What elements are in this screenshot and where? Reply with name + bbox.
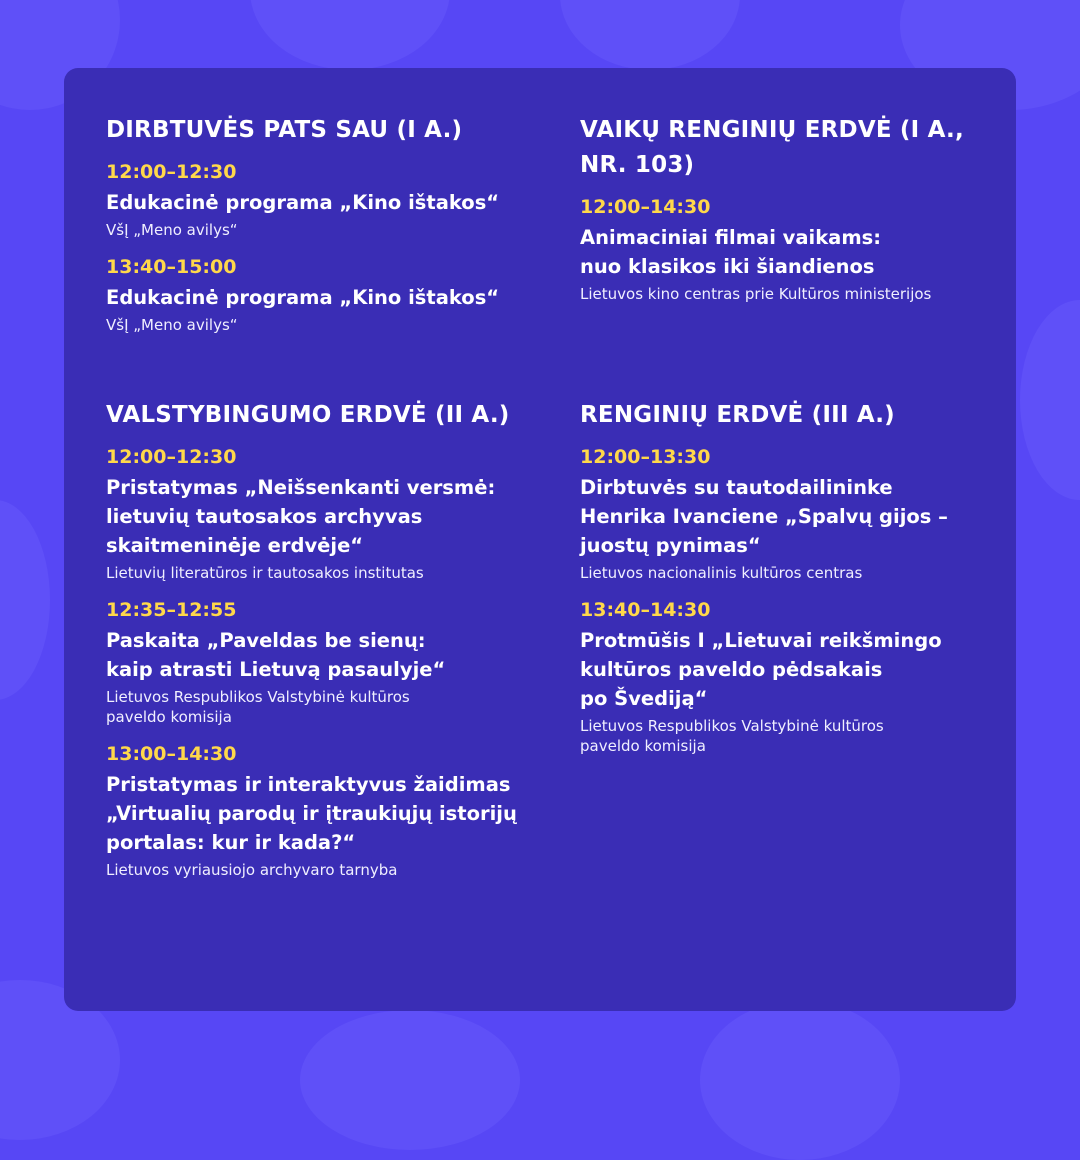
section-dirbtuves: [106, 113, 536, 349]
section-title: RENGINIŲ ERDVĖ (III A.): [580, 402, 895, 428]
event-organizer: VšĮ „Meno avilys“: [106, 316, 238, 334]
event-item: [580, 194, 1010, 304]
event-organizer: Lietuvos vyriausiojo archyvaro tarnyba: [106, 861, 398, 879]
event-title: Dirbtuvės su tautodailininke Henrika Ivanciene „Spalvų gijos – juostų pynimas“: [580, 476, 948, 557]
event-organizer: Lietuvos nacionalinis kultūros centras: [580, 564, 863, 582]
event-title: Animaciniai filmai vaikams: nuo klasikos iki šiandienos: [580, 226, 882, 278]
section-renginiu: [580, 398, 1010, 770]
schedule-panel: [64, 68, 1016, 1011]
event-organizer: Lietuvos kino centras prie Kultūros ministerijos: [580, 285, 932, 303]
event-time: 12:00–14:30: [580, 196, 711, 218]
event-title: Pristatymas ir interaktyvus žaidimas „Virtualių parodų ir įtraukiųjų istorijų portalas: kur ir kada?“: [106, 773, 517, 854]
event-organizer: Lietuvos Respublikos Valstybinė kultūros paveldo komisija: [106, 688, 410, 726]
section-vaiku: [580, 113, 1010, 318]
event-time: 13:40–15:00: [106, 256, 237, 278]
event-item: [580, 597, 1010, 756]
event-title: Protmūšis I „Lietuvai reikšmingo kultūros paveldo pėdsakais po Švediją“: [580, 629, 942, 710]
event-item: [106, 159, 536, 240]
section-valstybingumo: [106, 398, 536, 894]
section-title: VAIKŲ RENGINIŲ ERDVĖ (I A., NR. 103): [580, 117, 964, 178]
event-title: Edukacinė programa „Kino ištakos“: [106, 286, 500, 309]
event-organizer: Lietuvos Respublikos Valstybinė kultūros paveldo komisija: [580, 717, 884, 755]
event-title: Paskaita „Paveldas be sienų: kaip atrasti Lietuvą pasaulyje“: [106, 629, 446, 681]
event-time: 13:40–14:30: [580, 599, 711, 621]
event-item: [106, 444, 536, 583]
event-time: 12:00–12:30: [106, 446, 237, 468]
event-time: 12:35–12:55: [106, 599, 237, 621]
event-time: 12:00–13:30: [580, 446, 711, 468]
event-organizer: VšĮ „Meno avilys“: [106, 221, 238, 239]
event-title: Edukacinė programa „Kino ištakos“: [106, 191, 500, 214]
event-organizer: Lietuvių literatūros ir tautosakos institutas: [106, 564, 424, 582]
event-item: [106, 741, 536, 880]
event-item: [580, 444, 1010, 583]
event-item: [106, 597, 536, 727]
event-item: [106, 254, 536, 335]
section-title: DIRBTUVĖS PATS SAU (I A.): [106, 117, 463, 143]
event-time: 13:00–14:30: [106, 743, 237, 765]
section-title: VALSTYBINGUMO ERDVĖ (II A.): [106, 402, 510, 428]
event-title: Pristatymas „Neišsenkanti versmė: lietuvių tautosakos archyvas skaitmeninėje erdvėje“: [106, 476, 496, 557]
event-time: 12:00–12:30: [106, 161, 237, 183]
